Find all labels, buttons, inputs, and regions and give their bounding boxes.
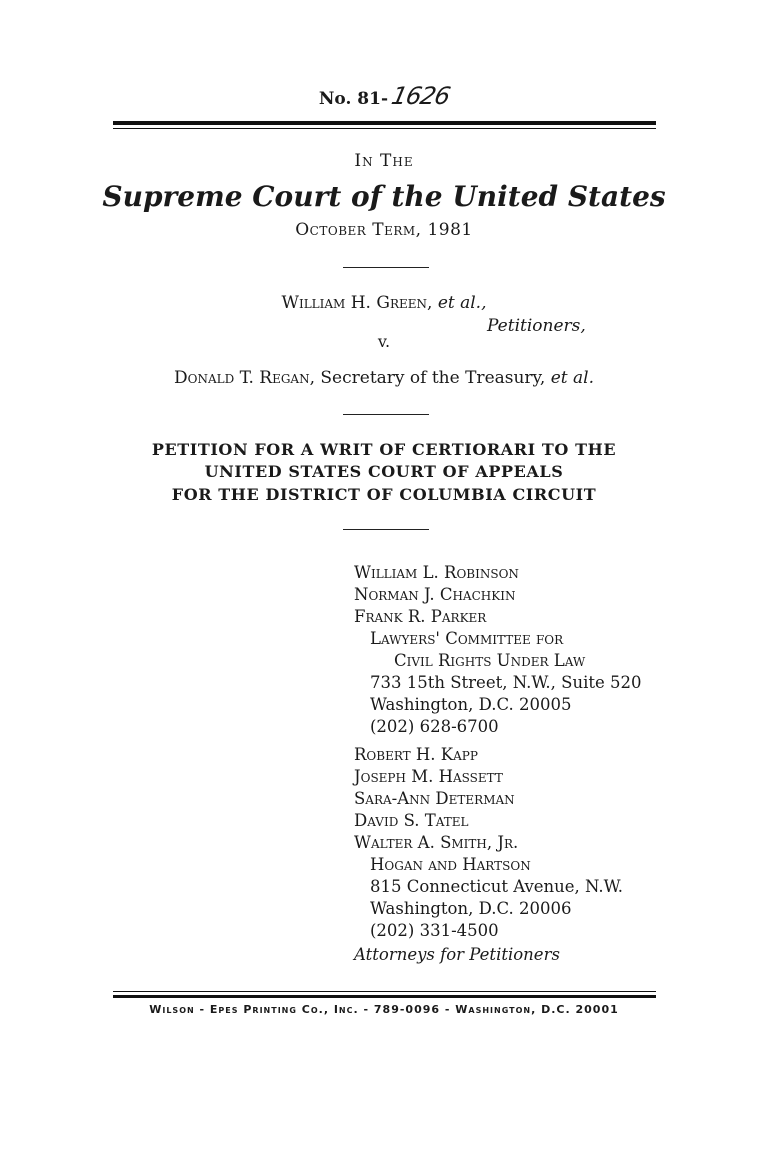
bottom-rule-thin xyxy=(113,991,656,992)
court-name: Supreme Court of the United States xyxy=(102,180,666,213)
petitioners-label: Petitioners, xyxy=(487,316,586,336)
attorney-name: Walter A. Smith, Jr. xyxy=(354,833,519,852)
top-rule-thick xyxy=(113,121,656,125)
attorney-name: Joseph M. Hassett xyxy=(354,767,503,786)
respondent-title: Secretary of the Treasury, xyxy=(320,368,546,388)
firm-phone: (202) 331-4500 xyxy=(370,921,499,940)
docket-prefix: No. 81- xyxy=(318,89,389,109)
printer-imprint: Wilson - Epes Printing Co., Inc. - 789-0096 - Washington, D.C. 20001 xyxy=(149,1003,619,1016)
firm-name-line-2: Civil Rights Under Law xyxy=(394,651,586,670)
firm-phone: (202) 628-6700 xyxy=(370,717,499,736)
petitioner-etal: et al., xyxy=(437,293,487,313)
attorney-name: William L. Robinson xyxy=(354,563,519,582)
respondent-name: Donald T. Regan, xyxy=(174,368,315,388)
firm-name: Hogan and Hartson xyxy=(370,855,531,874)
firm-name-line-1: Lawyers' Committee for xyxy=(370,629,564,648)
attorneys-role: Attorneys for Petitioners xyxy=(354,945,560,964)
firm-address-street: 815 Connecticut Avenue, N.W. xyxy=(370,877,623,896)
petition-title-line-2: UNITED STATES COURT OF APPEALS xyxy=(204,462,564,481)
docket-handwritten-number: 1626 xyxy=(389,82,453,110)
docket-number xyxy=(0,82,768,110)
firm-address-city: Washington, D.C. 20005 xyxy=(370,695,572,714)
divider-1 xyxy=(343,267,429,268)
petitioner-line xyxy=(0,293,768,313)
petition-title-line-3: FOR THE DISTRICT OF COLUMBIA CIRCUIT xyxy=(171,485,597,504)
attorney-name: Robert H. Kapp xyxy=(354,745,478,764)
petition-title-line-1: PETITION FOR A WRIT OF CERTIORARI TO THE xyxy=(151,440,617,459)
respondent-etal: et al. xyxy=(550,368,594,388)
divider-3 xyxy=(343,529,429,530)
attorney-name: Norman J. Chachkin xyxy=(354,585,516,604)
versus: v. xyxy=(377,332,391,351)
in-the-heading: In The xyxy=(354,151,414,171)
term-line: October Term, 1981 xyxy=(295,220,473,240)
bottom-rule-thick xyxy=(113,995,656,998)
respondent-line xyxy=(0,368,768,388)
attorney-name: Frank R. Parker xyxy=(354,607,487,626)
attorney-name: Sara-Ann Determan xyxy=(354,789,515,808)
attorney-name: David S. Tatel xyxy=(354,811,469,830)
firm-address-street: 733 15th Street, N.W., Suite 520 xyxy=(370,673,642,692)
petitioner-name: William H. Green, xyxy=(281,293,433,313)
top-rule-thin xyxy=(113,128,656,129)
divider-2 xyxy=(343,414,429,415)
firm-address-city: Washington, D.C. 20006 xyxy=(370,899,572,918)
